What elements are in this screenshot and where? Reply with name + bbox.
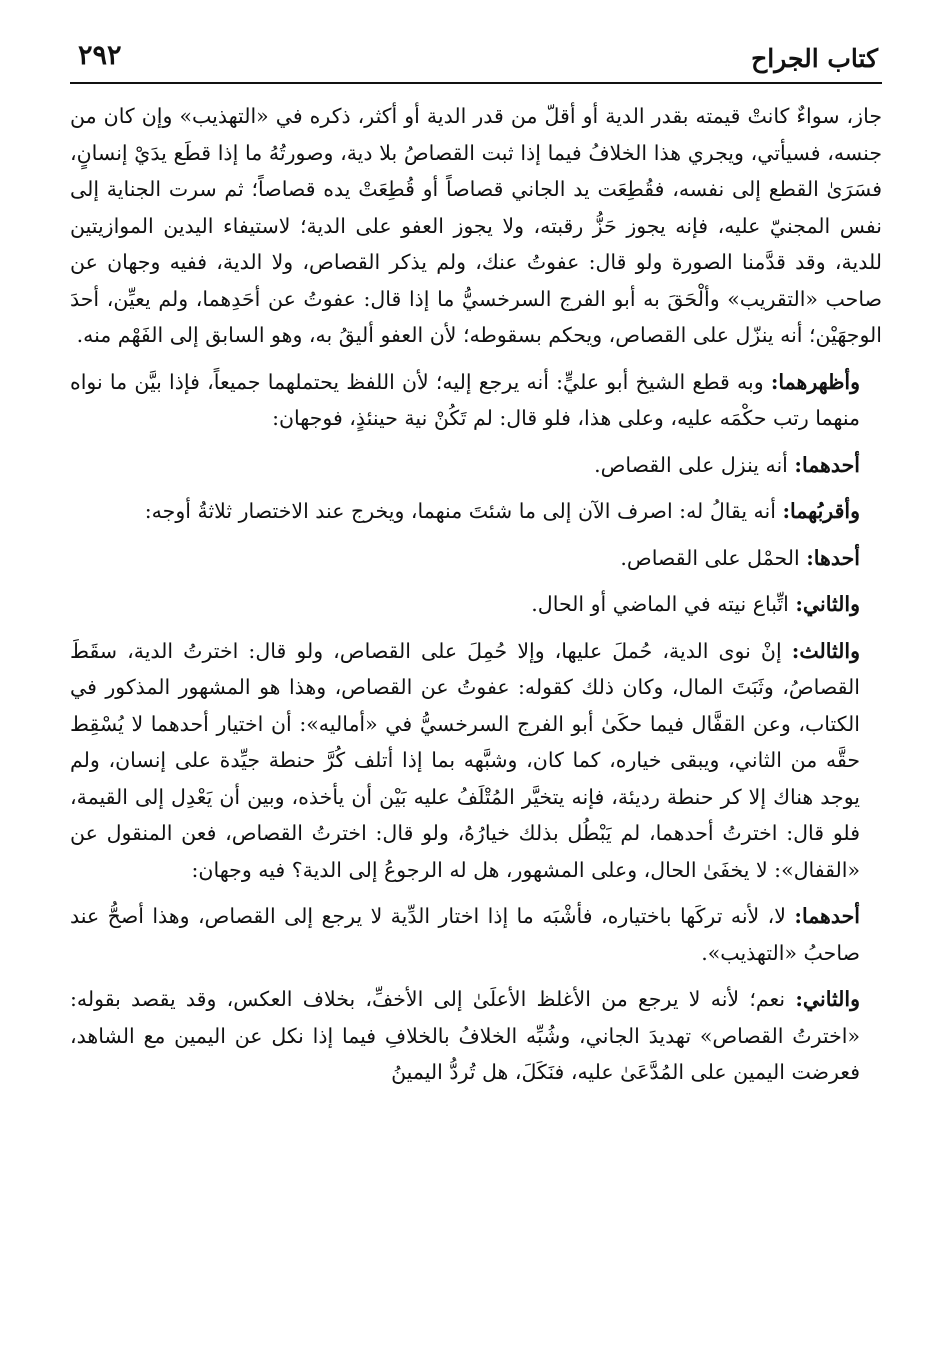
paragraph-1: [70, 98, 882, 354]
paragraph-text: الحمْل على القصاص.: [620, 545, 807, 570]
page-body: [70, 98, 882, 1091]
paragraph-text: اتِّباع نيته في الماضي أو الحال.: [531, 592, 796, 616]
paragraph-text: إنْ نوى الدية، حُملَ عليها، وإلا حُمِلَ على القصاص، ولو قال: اخترتُ الدية، سقَطَ القصاصُ، وثَبَتَ المال، وكان ذلك كقوله: عفوتُ عن القصاص، وهذا هو المشهور المذكور في الكتاب، وعن القفَّال فيما حكَىٰ أبو الفرج السرخسيُّ في «أماليه»: أن اختيار أحدهما لا يُسْقِط حقَّه من الثاني، ويبقى خياره، كما كان، وشبَّهه بما إذا أتلف كُرَّ حنطة جيِّدة على إنسان، ولم يوجد هناك إلا كر حنطة رديئة، فإنه يتخيَّر المُتْلَفُ عليه بَيْن أن يأخذه، وبين أن يَعْدِل إلى القيمة، فلو قال: اخترتُ أحدهما، لم يَبْطُل بذلك خيارُهُ، ولو قال: اخترتُ القصاص، فعن المنقول عن «القفال»: لا يخفَىٰ الحال، وعلى المشهور، هل له الرجوعُ إلى الدية؟ فيه وجهان:: [70, 638, 860, 882]
paragraph-3: [70, 447, 882, 484]
paragraph-text: لا، لأنه تركَها باختياره، فأشْبَه ما إذا اختار الدِّية لا يرجع إلى القصاص، وهذا أصحُّ عند صاحبُ «التهذيب».: [70, 904, 860, 965]
paragraph-lead: أحدها:: [806, 545, 860, 570]
page-header: [70, 38, 882, 84]
paragraph-lead: والثاني:: [795, 987, 860, 1011]
page-number: ٢٩٢: [78, 40, 122, 71]
paragraph-5: [70, 540, 882, 577]
paragraph-text: جاز، سواءٌ كانتْ قيمته بقدر الدية أو أقلّ من قدر الدية أو أكثر، ذكره في «التهذيب» وإن كان من جنسه، فسيأتي، ويجري هذا الخلافُ فيما إذا ثبت القصاصُ بلا دية، وصورتُهُ ما إذا قطَع يدَيْ إنسانٍ، فسَرَىٰ القطع إلى نفسه، فقُطِعَت يد الجاني قصاصاً أو قُطِعَتْ يده قصاصاً؛ ثم سرت الجناية إلى نفس المجنيّ عليه، فإنه يجوز حَزُّ رقبته، ولا يجوز العفو على الدية؛ لاستيفاء اليدين الموازيتين للدية، وقد قدَّمنا الصورة ولو قال: عفوتُ عنك، ولم يذكر القصاص، ولا الدية، ففيه وجهان عن صاحب «التقريب» وألْحَقَ به أبو الفرج السرخسيُّ ما إذا قال: عفوتُ عن أحَدِهما، ولم يعيِّن، أحدَ الوجهَيْن؛ أنه ينزّل على القصاص، ويحكم بسقوطه؛ لأن العفو أليقُ به، وهو السابق إلى الفَهْم منه.: [70, 104, 882, 347]
paragraph-lead: أحدهما:: [794, 452, 860, 477]
chapter-title: كتاب الجراح: [751, 44, 878, 73]
paragraph-lead: وأظهرهما:: [770, 369, 860, 394]
paragraph-7: [70, 633, 882, 889]
paragraph-4: [70, 493, 882, 530]
paragraph-8: [70, 898, 882, 971]
paragraph-lead: وأقربُهما:: [782, 499, 860, 523]
paragraph-lead: والثالث:: [791, 638, 860, 663]
paragraph-9: [70, 981, 882, 1091]
paragraph-lead: والثاني:: [795, 592, 860, 616]
paragraph-6: [70, 586, 882, 623]
paragraph-lead: أحدهما:: [794, 904, 860, 928]
paragraph-text: نعم؛ لأنه لا يرجع من الأغلظ الأعلَىٰ إلى الأخفِّ، بخلاف العكس، وقد يقصد بقوله: «اخترتُ القصاص» تهديدَ الجاني، وشُبِّه الخلافُ بالخلافِ فيما إذا نكل عن اليمين مع الشاهد، فعرضت اليمين على المُدَّعَىٰ عليه، فنَكَلَ، هل تُردُّ اليمينُ: [70, 987, 860, 1084]
paragraph-text: أنه يقالُ له: اصرف الآن إلى ما شئتَ منهما، ويخرج عند الاختصار ثلاثةُ أوجه:: [144, 499, 783, 523]
paragraph-2: [70, 364, 882, 437]
paragraph-text: أنه ينزل على القصاص.: [594, 452, 795, 477]
book-page: [70, 38, 882, 1328]
paragraph-text: وبه قطع الشيخ أبو عليٍّ: أنه يرجع إليه؛ لأن اللفظ يحتملهما جميعاً، فإذا بيَّن ما نواه منهما رتب حكْمَه عليه، وعلى هذا، فلو قال: لم تَكُنْ نية حينئذٍ، فوجهان:: [70, 369, 860, 430]
